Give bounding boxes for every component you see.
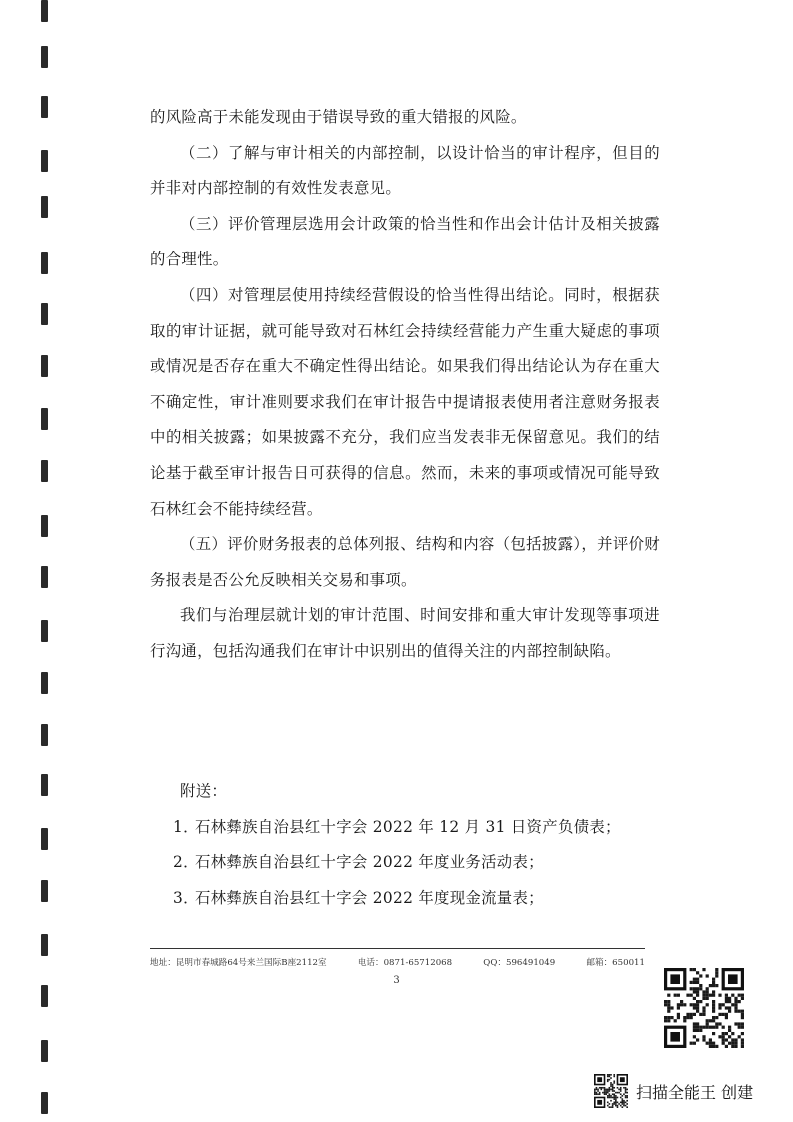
footer-qq: QQ：596491049	[483, 958, 556, 968]
attachment-number: 2．	[173, 853, 199, 872]
binding-mark	[41, 620, 48, 642]
scanner-watermark	[594, 1074, 753, 1108]
binding-mark	[41, 1040, 48, 1062]
letterhead-footer	[150, 956, 645, 968]
paragraph-item-5: （五）评价财务报表的总体列报、结构和内容（包括披露），并评价财务报表是否公允反映相关交易和事项。	[150, 535, 660, 589]
binding-mark	[41, 96, 48, 118]
attachment-text: 石林彝族自治县红十字会 2022 年 12 月 31 日资产负债表；	[195, 817, 621, 836]
page-number: 3	[393, 975, 400, 986]
binding-mark	[41, 355, 48, 377]
watermark-text: 扫描全能王 创建	[636, 1082, 754, 1102]
footer-address: 地址：昆明市春城路64号来兰国际B座2112室	[150, 958, 327, 968]
paragraph-item-2: （二）了解与审计相关的内部控制，以设计恰当的审计程序，但目的并非对内部控制的有效性发表意见。	[150, 143, 660, 198]
attachments-title: 附送：	[180, 782, 228, 800]
binding-mark	[41, 828, 48, 850]
paragraph-item-4: （四）对管理层使用持续经营假设的恰当性得出结论。同时，根据获取的审计证据，就可能导致对石林红会持续经营能力产生重大疑虑的事项或情况是否存在重大不确定性得出结论。如果我们得出结论认为存在重大不确定性，审计准则要求我们在审计报告中提请报表使用者注意财务报表中的相关披露；如果披露不充分，我们应当发表非无保留意见。我们的结论基于截至审计报告日可获得的信息。然而，未来的事项或情况可能导致石林红会不能持续经营。	[150, 285, 660, 518]
paragraph-continuation: 的风险高于未能发现由于错误导致的重大错报的风险。	[150, 108, 527, 126]
paragraph-governance: 我们与治理层就计划的审计范围、时间安排和重大审计发现等事项进行沟通，包括沟通我们在审计中识别出的值得关注的内部控制缺陷。	[150, 606, 660, 660]
binding-mark	[41, 150, 48, 172]
binding-mark	[41, 774, 48, 796]
footer-divider	[150, 948, 645, 949]
binding-mark	[41, 303, 48, 325]
binding-mark	[41, 934, 48, 956]
binding-mark	[41, 515, 48, 537]
binding-mark	[41, 880, 48, 902]
binding-mark	[41, 985, 48, 1007]
binding-mark	[41, 252, 48, 274]
binding-mark	[41, 46, 48, 68]
binding-mark	[41, 672, 48, 694]
attachments	[150, 774, 670, 916]
binding-mark	[41, 0, 48, 22]
document-body	[150, 100, 660, 670]
binding-mark	[41, 408, 48, 430]
attachment-item	[150, 881, 670, 917]
binding-mark	[41, 460, 48, 482]
binding-mark	[41, 566, 48, 588]
attachment-item	[150, 845, 670, 881]
binding-marks	[38, 0, 52, 1122]
binding-mark	[41, 1092, 48, 1114]
attachment-text: 石林彝族自治县红十字会 2022 年度业务活动表；	[195, 853, 544, 872]
attachment-number: 3．	[173, 888, 199, 907]
qr-code-icon	[594, 1074, 628, 1108]
footer-phone: 电话：0871-65712068	[357, 958, 453, 968]
attachment-number: 1．	[173, 817, 199, 836]
attachments-list	[150, 810, 670, 917]
binding-mark	[41, 196, 48, 218]
attachment-text: 石林彝族自治县红十字会 2022 年度现金流量表；	[195, 888, 544, 907]
binding-mark	[41, 724, 48, 746]
attachment-item	[150, 810, 670, 846]
paragraph-item-3: （三）评价管理层选用会计政策的恰当性和作出会计估计及相关披露的合理性。	[150, 214, 660, 269]
qr-code-icon	[664, 968, 744, 1048]
footer-postcode: 邮箱：650011	[586, 958, 645, 968]
